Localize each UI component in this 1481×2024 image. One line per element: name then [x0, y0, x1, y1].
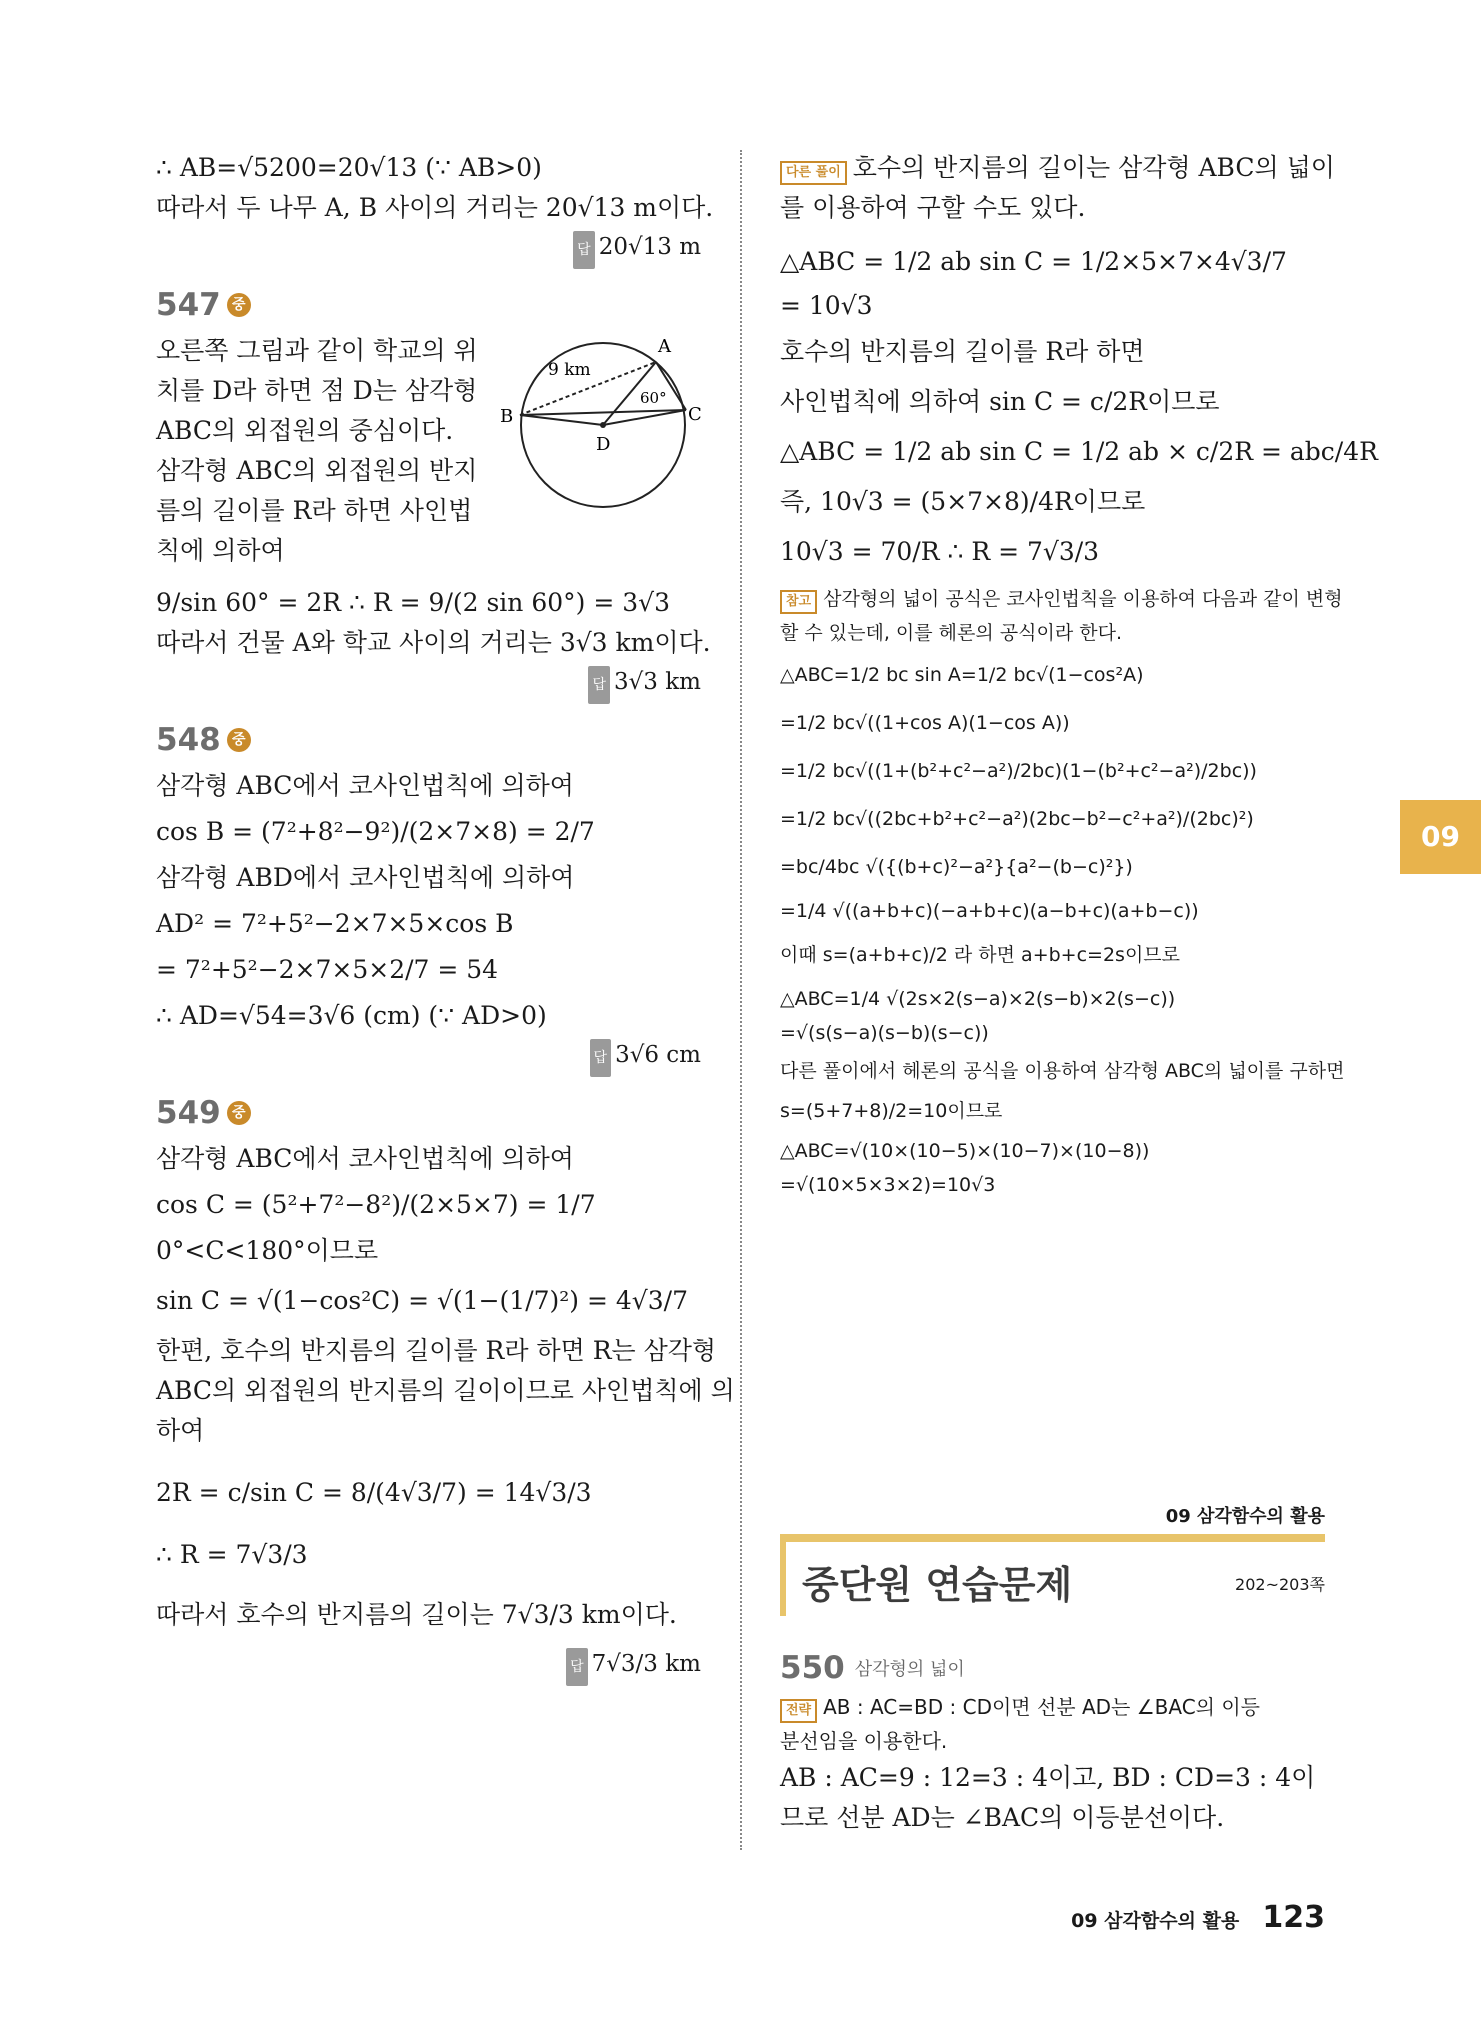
text-line: 를 이용하여 구할 수도 있다. [780, 193, 1086, 222]
problem-548-number: 548 [156, 722, 221, 758]
text-line: ABC의 외접원의 중심이다. [156, 416, 454, 445]
problem-number [156, 722, 701, 758]
chapter-side-tab: 09 [1400, 800, 1481, 874]
ref-line: 삼각형의 넓이 공식은 코사인법칙을 이용하여 다음과 같이 변형 [823, 588, 1343, 610]
formula-line: ∴ R = 7√3/3 [156, 1540, 308, 1569]
text-line: 따라서 두 나무 A, B 사이의 거리는 20√13 m이다. [156, 193, 714, 222]
problem-550-number: 550 [780, 1650, 845, 1686]
formula-line: =1/2 bc√((1+cos A)(1−cos A)) [780, 712, 1070, 734]
footer-chapter: 09 삼각함수의 활용 [1071, 1910, 1240, 1932]
text-line: 삼각형 ABC의 외접원의 반지 [156, 456, 478, 485]
formula-line: △ABC=1/4 √(2s×2(s−a)×2(s−b)×2(s−c)) [780, 988, 1176, 1010]
point-d [600, 422, 606, 428]
label-side: 9 km [548, 360, 591, 380]
formula-line: AD² = 7²+5²−2×7×5×cos B [156, 909, 514, 938]
formula-line: =1/4 √((a+b+c)(−a+b+c)(a−b+c)(a+b−c)) [780, 900, 1199, 922]
formula-line: =1/2 bc√((1+(b²+c²−a²)/2bc)(1−(b²+c²−a²)/2bc)) [780, 760, 1257, 782]
text-line: ABC의 외접원의 반지름의 길이이므로 사인법칙에 의 [156, 1376, 735, 1405]
answer-value: 3√3 km [614, 669, 701, 695]
level-badge: 중 [227, 1101, 251, 1125]
text-line: 0°<C<180°이므로 [156, 1236, 379, 1265]
label-b: B [500, 406, 514, 427]
problem-547-number: 547 [156, 287, 221, 323]
right-column [780, 148, 1378, 1202]
answer-value: 3√6 cm [615, 1042, 701, 1068]
strategy-line: 분선임을 이용한다. [780, 1729, 948, 1753]
text-line: 따라서 호수의 반지름의 길이는 7√3/3 km이다. [156, 1600, 677, 1629]
text-line: 호수의 반지름의 길이를 R라 하면 [780, 337, 1145, 366]
label-d: D [596, 434, 611, 455]
banner-pages: 202~203쪽 [1235, 1575, 1325, 1594]
answer-tag: 답 [590, 1039, 612, 1077]
formula-line: 9/sin 60° = 2R ∴ R = 9/(2 sin 60°) = 3√3 [156, 588, 671, 617]
problem-number [780, 1650, 1335, 1686]
text-line: 하여 [156, 1416, 205, 1445]
level-badge: 중 [227, 293, 251, 317]
formula-line: △ABC = 1/2 ab sin C = 1/2×5×7×4√3/7 [780, 247, 1287, 276]
text-line: 따라서 건물 A와 학교 사이의 거리는 3√3 km이다. [156, 628, 711, 657]
formula-line: △ABC = 1/2 ab sin C = 1/2 ab × c/2R = abc/4R [780, 437, 1378, 466]
answer-line [156, 663, 701, 704]
label-a: A [658, 336, 671, 357]
banner-title: 중단원 연습문제 [802, 1563, 1073, 1607]
answer-tag: 답 [588, 666, 610, 704]
page-number: 123 [1262, 1900, 1325, 1935]
reference-line [780, 582, 1343, 616]
problem-topic: 삼각형의 넓이 [854, 1659, 965, 1680]
problem-number [156, 287, 701, 323]
text-line: 치를 D라 하면 점 D는 삼각형 [156, 376, 478, 405]
formula-line: =bc/4bc √({(b+c)²−a²}{a²−(b−c)²}) [780, 856, 1133, 878]
formula-line: =√(10×5×3×2)=10√3 [780, 1174, 996, 1196]
section-header [780, 1502, 1325, 1616]
problem-number [156, 1095, 701, 1131]
text-line: AB : AC=9 : 12=3 : 4이고, BD : CD=3 : 4이 [780, 1763, 1316, 1792]
answer-tag: 답 [573, 231, 595, 269]
formula-line: =√(s(s−a)(s−b)(s−c)) [780, 1022, 989, 1044]
alt-line: 호수의 반지름의 길이는 삼각형 ABC의 넓이 [852, 153, 1335, 182]
level-badge: 중 [227, 728, 251, 752]
formula-line: △ABC=√(10×(10−5)×(10−7)×(10−8)) [780, 1140, 1150, 1162]
text-line: 오른쪽 그림과 같이 학교의 위 [156, 336, 478, 365]
formula-line: 2R = c/sin C = 8/(4√3/7) = 14√3/3 [156, 1478, 592, 1507]
text-line: ∴ AB=√5200=20√13 (∵ AB>0) [156, 153, 542, 182]
formula-line: ∴ AD=√54=3√6 (cm) (∵ AD>0) [156, 1001, 547, 1030]
strategy-text: AB : AC=BD : CD이면 선분 AD는 ∠BAC의 이등 [823, 1695, 1260, 1719]
text-line: 삼각형 ABC에서 코사인법칙에 의하여 [156, 771, 574, 800]
text-line: 삼각형 ABD에서 코사인법칙에 의하여 [156, 863, 575, 892]
formula-line: 10√3 = 70/R ∴ R = 7√3/3 [780, 537, 1100, 566]
answer-value: 7√3/3 km [591, 1651, 701, 1677]
text-line [780, 148, 1335, 188]
alt-solution-tag: 다른 풀이 [780, 161, 847, 185]
formula-line: cos B = (7²+8²−9²)/(2×7×8) = 2/7 [156, 817, 595, 846]
formula-line: 사인법칙에 의하여 sin C = c/2R이므로 [780, 387, 1220, 416]
formula-line: 즉, 10√3 = (5×7×8)/4R이므로 [780, 487, 1146, 516]
problem-550 [780, 1650, 1335, 1838]
page-footer [1071, 1900, 1325, 1935]
answer-line [156, 228, 701, 269]
answer-tag: 답 [566, 1648, 588, 1686]
formula-line: = 10√3 [780, 291, 873, 320]
problem-549-number: 549 [156, 1095, 221, 1131]
formula-line: △ABC=1/2 bc sin A=1/2 bc√(1−cos²A) [780, 664, 1144, 686]
reference-line: 다른 풀이에서 헤론의 공식을 이용하여 삼각형 ABC의 넓이를 구하면 [780, 1060, 1345, 1082]
reference-line: 할 수 있는데, 이를 헤론의 공식이라 한다. [780, 622, 1122, 644]
circle-triangle-diagram [498, 330, 708, 520]
strategy-tag: 전략 [780, 1699, 817, 1723]
text-line: 한편, 호수의 반지름의 길이를 R라 하면 R는 삼각형 [156, 1336, 717, 1365]
label-c: C [688, 404, 702, 425]
text-line: 삼각형 ABC에서 코사인법칙에 의하여 [156, 1144, 574, 1173]
reference-tag: 참고 [780, 590, 817, 614]
formula-line: = 7²+5²−2×7×5×2/7 = 54 [156, 955, 499, 984]
label-angle: 60° [640, 389, 667, 407]
formula-line: cos C = (5²+7²−8²)/(2×5×7) = 1/7 [156, 1190, 596, 1219]
answer-value: 20√13 m [598, 234, 701, 260]
section-banner [780, 1534, 1325, 1616]
answer-line [156, 1036, 701, 1077]
column-divider [740, 150, 742, 1850]
text-line: 칙에 의하여 [156, 536, 285, 565]
text-line: 므로 선분 AD는 ∠BAC의 이등분선이다. [780, 1803, 1225, 1832]
answer-line [156, 1645, 701, 1686]
formula-line: sin C = √(1−cos²C) = √(1−(1/7)²) = 4√3/7 [156, 1286, 688, 1315]
formula-line: 이때 s=(a+b+c)/2 라 하면 a+b+c=2s이므로 [780, 944, 1181, 966]
text-line: 름의 길이를 R라 하면 사인법 [156, 496, 473, 525]
segment-bd [520, 415, 603, 425]
chapter-label: 09 삼각함수의 활용 [1165, 1506, 1325, 1527]
strategy-line [780, 1690, 1335, 1724]
formula-line: =1/2 bc√((2bc+b²+c²−a²)(2bc−b²−c²+a²)/(2bc)²) [780, 808, 1254, 830]
formula-line: s=(5+7+8)/2=10이므로 [780, 1100, 1003, 1122]
